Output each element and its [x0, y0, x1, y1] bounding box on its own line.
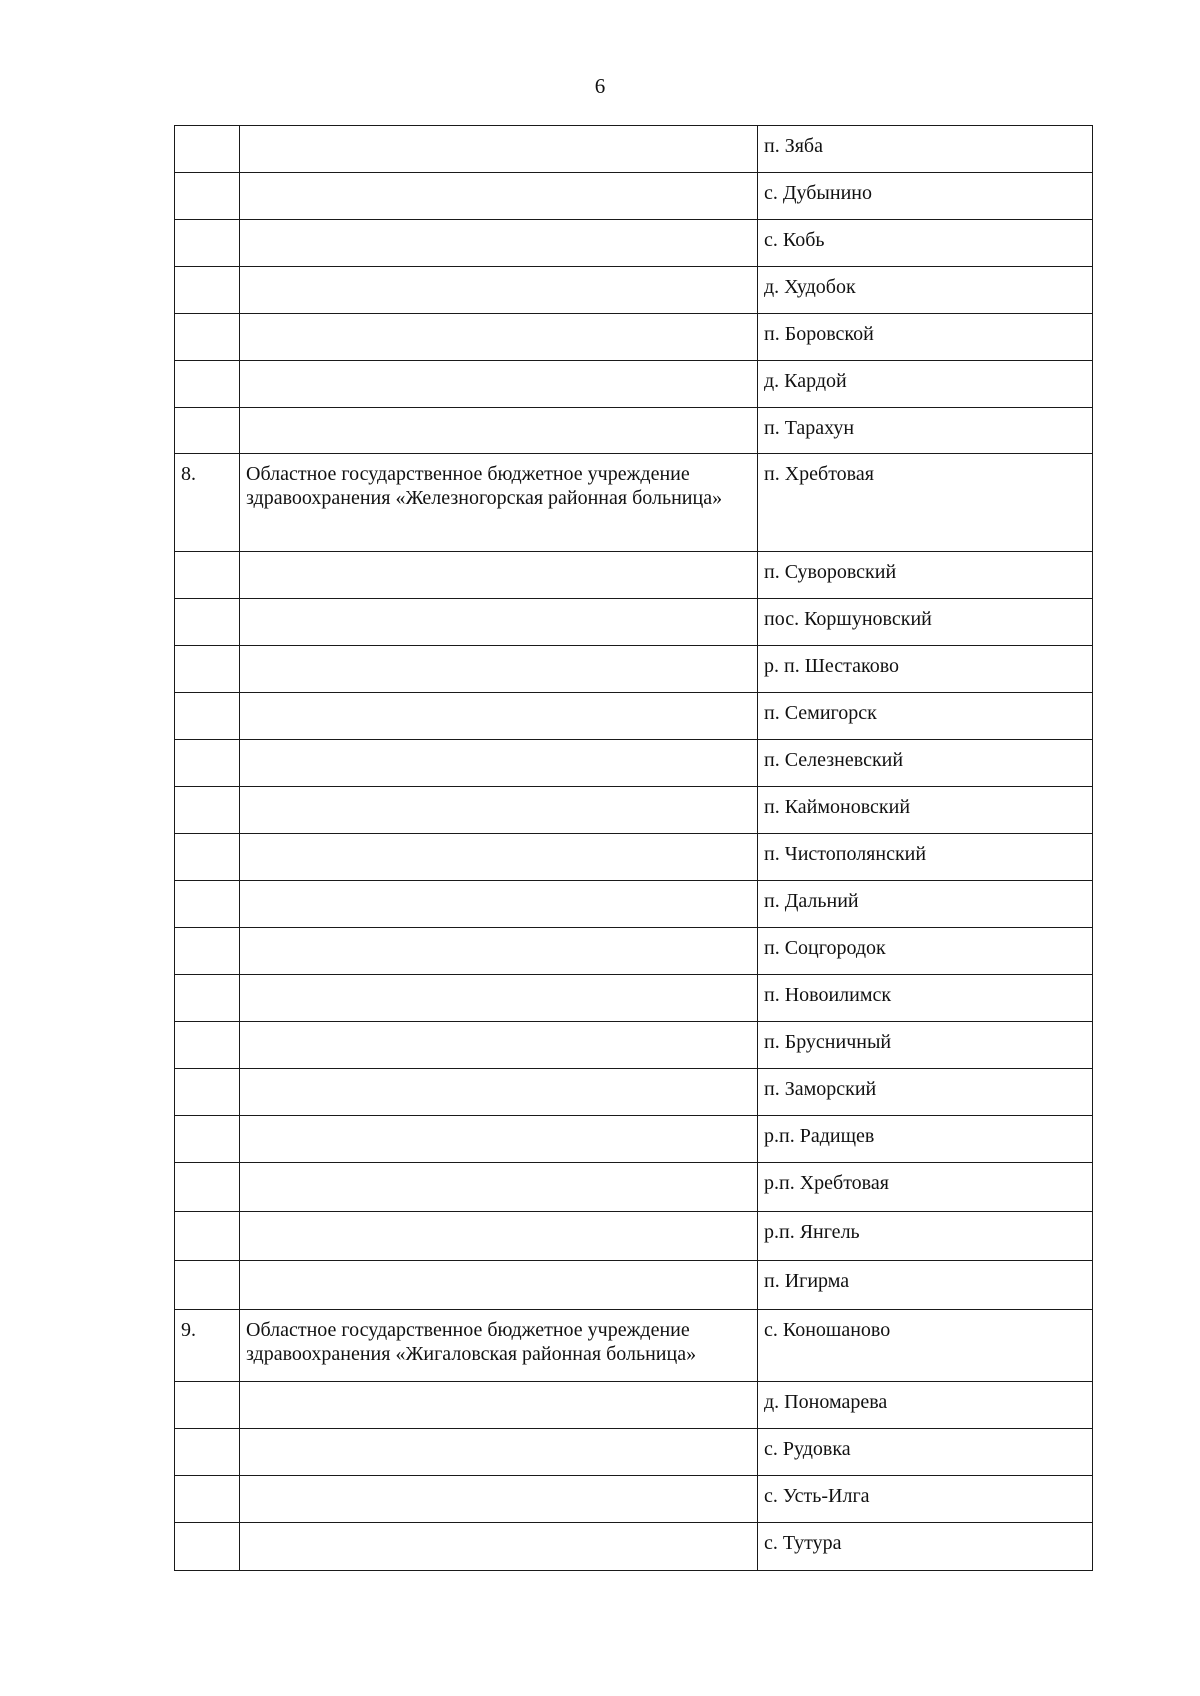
row-number-cell	[175, 267, 240, 314]
table-row	[175, 408, 1093, 454]
settlement-cell: п. Игирма	[758, 1261, 1093, 1310]
row-number-cell	[175, 1116, 240, 1163]
institution-cell	[240, 975, 758, 1022]
settlement-cell: с. Тутура	[758, 1523, 1093, 1571]
table-row	[175, 1261, 1093, 1310]
settlement-cell: с. Коношаново	[758, 1310, 1093, 1382]
row-number-cell	[175, 646, 240, 693]
row-number-cell	[175, 975, 240, 1022]
settlement-cell: п. Селезневский	[758, 740, 1093, 787]
table-row	[175, 314, 1093, 361]
row-number-cell	[175, 1261, 240, 1310]
table-row	[175, 1116, 1093, 1163]
row-number-cell	[175, 314, 240, 361]
settlement-cell: п. Семигорск	[758, 693, 1093, 740]
row-number-cell	[175, 126, 240, 173]
table-row	[175, 361, 1093, 408]
institution-cell	[240, 1163, 758, 1212]
row-number-cell	[175, 1163, 240, 1212]
table-row	[175, 220, 1093, 267]
table-row	[175, 693, 1093, 740]
institution-cell	[240, 1212, 758, 1261]
table-row	[175, 1069, 1093, 1116]
settlement-cell: д. Пономарева	[758, 1382, 1093, 1429]
page-number: 6	[594, 74, 606, 98]
settlements-table	[174, 125, 1093, 1571]
institution-cell	[240, 408, 758, 454]
institution-cell	[240, 1476, 758, 1523]
institution-cell	[240, 126, 758, 173]
table-row	[175, 1163, 1093, 1212]
settlement-cell: с. Рудовка	[758, 1429, 1093, 1476]
institution-cell	[240, 314, 758, 361]
institution-cell	[240, 834, 758, 881]
table-row	[175, 881, 1093, 928]
table-row	[175, 928, 1093, 975]
row-number-cell	[175, 1429, 240, 1476]
settlement-cell: п. Зяба	[758, 126, 1093, 173]
row-number-cell	[175, 173, 240, 220]
institution-cell	[240, 173, 758, 220]
row-number-cell	[175, 408, 240, 454]
settlement-cell: р.п. Радищев	[758, 1116, 1093, 1163]
settlement-cell: п. Соцгородок	[758, 928, 1093, 975]
settlement-cell: с. Кобь	[758, 220, 1093, 267]
row-number-cell: 9.	[175, 1310, 240, 1382]
institution-cell	[240, 1022, 758, 1069]
institution-cell	[240, 361, 758, 408]
settlement-cell: п. Хребтовая	[758, 454, 1093, 552]
settlement-cell: п. Суворовский	[758, 552, 1093, 599]
table-row	[175, 787, 1093, 834]
institution-cell	[240, 646, 758, 693]
institution-cell	[240, 220, 758, 267]
settlement-cell: п. Новоилимск	[758, 975, 1093, 1022]
institution-cell	[240, 693, 758, 740]
row-number-cell	[175, 787, 240, 834]
row-number-cell	[175, 881, 240, 928]
institution-cell	[240, 740, 758, 787]
table-row	[175, 552, 1093, 599]
table-row	[175, 454, 1093, 552]
settlement-cell: д. Кардой	[758, 361, 1093, 408]
settlement-cell: п. Каймоновский	[758, 787, 1093, 834]
row-number-cell	[175, 1382, 240, 1429]
institution-cell	[240, 1429, 758, 1476]
settlement-cell: п. Боровской	[758, 314, 1093, 361]
institution-cell: Областное государственное бюджетное учреждение здравоохранения «Жигаловская районная больница»	[240, 1310, 758, 1382]
row-number-cell	[175, 1022, 240, 1069]
row-number-cell: 8.	[175, 454, 240, 552]
settlement-cell: пос. Коршуновский	[758, 599, 1093, 646]
table-row	[175, 1429, 1093, 1476]
row-number-cell	[175, 220, 240, 267]
institution-cell	[240, 928, 758, 975]
institution-cell	[240, 881, 758, 928]
institution-cell	[240, 787, 758, 834]
row-number-cell	[175, 740, 240, 787]
settlement-cell: д. Худобок	[758, 267, 1093, 314]
row-number-cell	[175, 1212, 240, 1261]
institution-cell	[240, 1523, 758, 1571]
row-number-cell	[175, 834, 240, 881]
institution-cell	[240, 1261, 758, 1310]
table-row	[175, 646, 1093, 693]
settlement-cell: с. Дубынино	[758, 173, 1093, 220]
row-number-cell	[175, 552, 240, 599]
settlement-cell: п. Дальний	[758, 881, 1093, 928]
institution-cell	[240, 599, 758, 646]
table-row	[175, 975, 1093, 1022]
table-row	[175, 834, 1093, 881]
table-row	[175, 1212, 1093, 1261]
table-row	[175, 1523, 1093, 1571]
institution-cell	[240, 267, 758, 314]
table-row	[175, 599, 1093, 646]
row-number-cell	[175, 693, 240, 740]
settlement-cell: р. п. Шестаково	[758, 646, 1093, 693]
settlement-cell: с. Усть-Илга	[758, 1476, 1093, 1523]
institution-cell	[240, 1382, 758, 1429]
row-number-cell	[175, 1069, 240, 1116]
settlement-cell: п. Заморский	[758, 1069, 1093, 1116]
table-body	[175, 126, 1093, 1571]
institution-cell	[240, 1069, 758, 1116]
table-row	[175, 1310, 1093, 1382]
settlement-cell: п. Чистополянский	[758, 834, 1093, 881]
table-row	[175, 267, 1093, 314]
row-number-cell	[175, 1523, 240, 1571]
table-row	[175, 173, 1093, 220]
row-number-cell	[175, 1476, 240, 1523]
institution-cell	[240, 552, 758, 599]
institution-cell: Областное государственное бюджетное учреждение здравоохранения «Железногорская районная больница»	[240, 454, 758, 552]
settlement-cell: п. Брусничный	[758, 1022, 1093, 1069]
row-number-cell	[175, 361, 240, 408]
table-row	[175, 126, 1093, 173]
settlement-cell: р.п. Хребтовая	[758, 1163, 1093, 1212]
table-row	[175, 1476, 1093, 1523]
table-row	[175, 1382, 1093, 1429]
settlement-cell: р.п. Янгель	[758, 1212, 1093, 1261]
settlement-cell: п. Тарахун	[758, 408, 1093, 454]
row-number-cell	[175, 599, 240, 646]
row-number-cell	[175, 928, 240, 975]
institution-cell	[240, 1116, 758, 1163]
table-row	[175, 1022, 1093, 1069]
table-row	[175, 740, 1093, 787]
